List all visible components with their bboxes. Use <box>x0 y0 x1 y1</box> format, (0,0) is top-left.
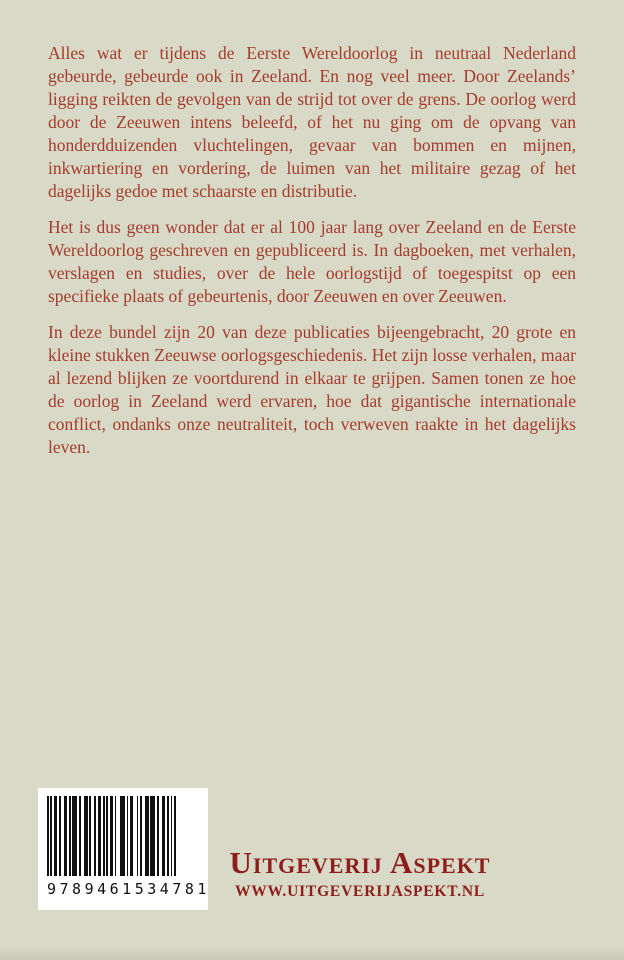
body-paragraph-3: In deze bundel zijn 20 van deze publicaties bijeengebracht, 20 grote en kleine stukken Zeeuwse oorlogsgeschiedenis. Het zijn losse verhalen, maar al lezend blijken ze voortdurend in elkaar te grijpen. Samen tonen ze hoe de oorlog in Zeeland werd ervaren, hoe dat gigantische internationale conflict, ondanks onze neutraliteit, toch verweven raakte in het dagelijks leven. <box>48 322 576 457</box>
barcode <box>38 788 208 910</box>
publisher-website: WWW.UITGEVERIJASPEKT.NL <box>234 883 486 900</box>
barcode-bars <box>47 796 199 876</box>
publisher-name: Uitgeverij Aspekt <box>229 845 491 880</box>
barcode-number: 9789461534781 <box>47 880 210 898</box>
back-cover-text <box>48 42 576 472</box>
body-paragraph-1: Alles wat er tijdens de Eerste Wereldoorlog in neutraal Nederland gebeurde, gebeurde ook in Zeeland. En nog veel meer. Door Zeelands’ ligging reikten de gevolgen van de strijd tot over de grens. De oorlog werd door de Zeeuwen intens beleefd, of het nu ging om de opvang van honderdduizenden vluchtelingen, gevaar van bommen en mijnen, inkwartiering en vordering, de luimen van het militaire gezag of het dagelijks gedoe met schaarste en distributie. <box>48 43 576 201</box>
publisher-block <box>200 846 520 901</box>
body-paragraph-2: Het is dus geen wonder dat er al 100 jaar lang over Zeeland en de Eerste Wereldoorlog geschreven en gepubliceerd is. In dagboeken, met verhalen, verslagen en studies, over de hele oorlogstijd of toegespitst op een specifieke plaats of gebeurtenis, door Zeeuwen en over Zeeuwen. <box>48 217 576 306</box>
